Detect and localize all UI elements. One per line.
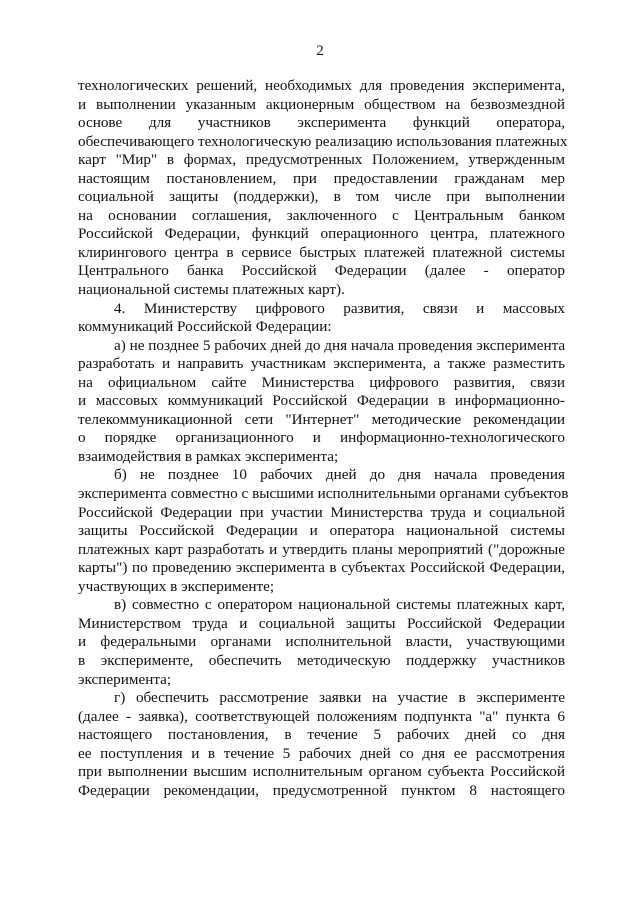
- text-line: в) совместно с оператором национальной системы платежных карт,: [114, 596, 565, 614]
- text-line: клирингового центра в сервисе быстрых платежей платежной системы: [78, 243, 565, 261]
- text-line: Федерации рекомендации, предусмотренной пунктом 8 настоящего: [78, 781, 565, 799]
- page-number: 2: [316, 43, 324, 59]
- text-line: на основании соглашения, заключенного с Центральным банком: [78, 206, 565, 224]
- document-text-body: [78, 77, 569, 800]
- text-line: карт "Мир" в формах, предусмотренных Положением, утвержденным: [78, 151, 565, 169]
- text-line: и массовых коммуникаций Российской Федерации в информационно-: [78, 392, 565, 410]
- text-line: карты") по проведению эксперимента в субъектах Российской Федерации,: [78, 559, 565, 577]
- text-line: и федеральными органами исполнительной власти, участвующими: [78, 633, 565, 651]
- text-line: коммуникаций Российской Федерации:: [78, 318, 332, 336]
- text-line: Центрального банка Российской Федерации (далее - оператор: [78, 262, 565, 280]
- text-line: национальной системы платежных карт).: [78, 281, 345, 299]
- text-line: защиты Российской Федерации и оператора национальной системы: [78, 522, 565, 540]
- text-line: настоящего постановления, в течение 5 рабочих дней со дня: [78, 726, 565, 744]
- text-line: (далее - заявка), соответствующей положениям подпункта "а" пункта 6: [78, 707, 565, 725]
- text-line: эксперимента совместно с высшими исполнительными органами субъектов: [78, 485, 569, 503]
- text-line: платежных карт разработать и утвердить планы мероприятий ("дорожные: [78, 540, 565, 558]
- text-line: Министерством труда и социальной защиты Российской Федерации: [78, 614, 565, 632]
- text-line: основе для участников эксперимента функций оператора,: [78, 114, 565, 132]
- text-line: настоящим постановлением, при предоставлении гражданам мер: [78, 169, 565, 187]
- text-line: б) не позднее 10 рабочих дней до дня начала проведения: [114, 466, 565, 484]
- text-line: эксперимента;: [78, 670, 172, 688]
- text-line: технологических решений, необходимых для проведения эксперимента,: [78, 77, 565, 94]
- text-line: в эксперименте, обеспечить методическую поддержку участников: [78, 651, 565, 669]
- text-line: участвующих в эксперименте;: [78, 577, 275, 595]
- text-line: разработать и направить участникам эксперимента, а также разместить: [78, 355, 565, 373]
- text-line: Российской Федерации при участии Министерства труда и социальной: [78, 503, 565, 521]
- text-line: на официальном сайте Министерства цифрового развития, связи: [78, 373, 565, 391]
- text-line: телекоммуникационной сети "Интернет" методические рекомендации: [78, 410, 565, 428]
- text-line: о порядке организационного и информационно-технологического: [78, 429, 565, 447]
- text-line: ее поступления и в течение 5 рабочих дней со дня ее рассмотрения: [78, 744, 565, 762]
- text-line: при выполнении высшим исполнительным органом субъекта Российской: [78, 763, 565, 781]
- text-line: взаимодействия в рамках эксперимента;: [78, 447, 339, 465]
- text-line: а) не позднее 5 рабочих дней до дня начала проведения эксперимента: [114, 336, 566, 354]
- text-line: Российской Федерации, функций операционного центра, платежного: [78, 225, 565, 243]
- text-line: г) обеспечить рассмотрение заявки на участие в эксперименте: [114, 689, 565, 707]
- text-line: 4. Министерству цифрового развития, связи и массовых: [114, 299, 565, 317]
- text-line: социальной защиты (поддержки), в том числе при выполнении: [78, 188, 565, 206]
- text-line: и выполнении указанным акционерным обществом на безвозмездной: [78, 95, 565, 113]
- text-line: обеспечивающего технологическую реализацию использования платежных: [78, 132, 568, 150]
